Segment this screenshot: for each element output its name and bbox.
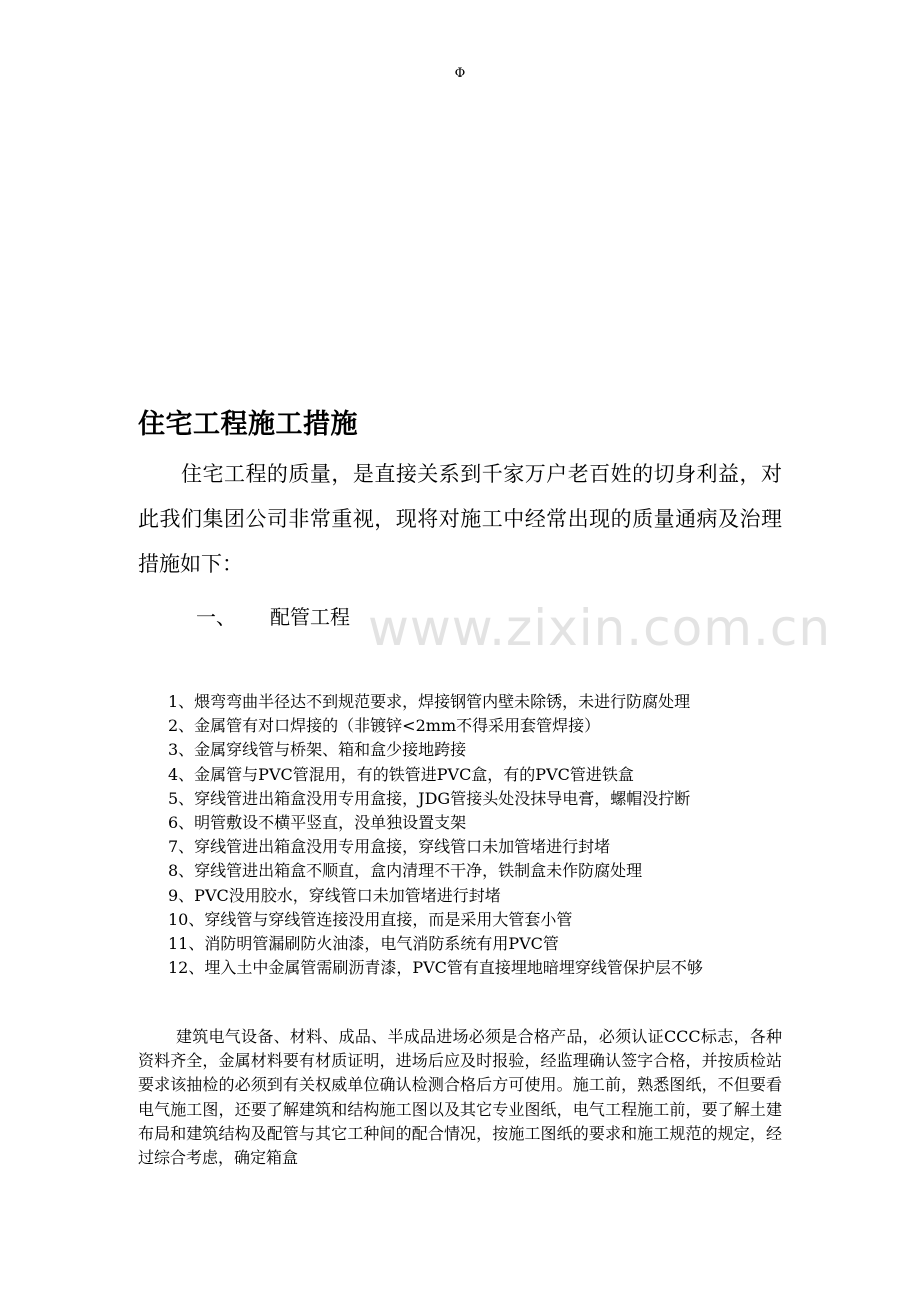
issue-item: 3、金属穿线管与桥架、箱和盒少接地跨接 xyxy=(168,740,467,760)
issue-item: 1、煨弯弯曲半径达不到规范要求，焊接钢管内壁未除锈，未进行防腐处理 xyxy=(168,692,691,711)
issue-item: 7、穿线管进出箱盒没用专用盒接，穿线管口未加管堵进行封堵 xyxy=(168,837,611,857)
section-number: 一、 xyxy=(196,605,236,629)
issue-item: 2、金属管有对口焊接的（非镀锌<2mm不得采用套管焊接） xyxy=(168,716,601,736)
issue-list xyxy=(168,690,703,980)
body-paragraph: 建筑电气设备、材料、成品、半成品进场必须是合格产品，必须认证CCC标志，各种资料齐全，金属材料要有材质证明，进场后应及时报验，经监理确认签字合格，并按质检站要求该抽检的必须到有关权威单位确认检测合格后方可使用。施工前，熟悉图纸，不但要看电气施工图，还要了解建筑和结构施工图以及其它专业图纸，电气工程施工前，要了解土建布局和建筑结构及配管与其它工种间的配合情况，按施工图纸的要求和施工规范的规定，经过综合考虑，确定箱盒 xyxy=(138,1027,782,1168)
issue-item: 10、穿线管与穿线管连接没用直接，而是采用大管套小管 xyxy=(168,909,573,929)
section-title: 配管工程 xyxy=(270,605,350,629)
page-top-mark: Φ xyxy=(454,66,466,81)
issue-item: 9、PVC没用胶水，穿线管口未加管堵进行封堵 xyxy=(168,885,501,905)
section-heading xyxy=(196,601,350,633)
issue-item: 5、穿线管进出箱盒没用专用盒接，JDG管接头处没抹导电膏，螺帽没拧断 xyxy=(168,788,691,808)
intro-paragraph: 住宅工程的质量，是直接关系到千家万户老百姓的切身利益，对此我们集团公司非常重视，现将对施工中经常出现的质量通病及治理措施如下： xyxy=(138,462,782,576)
issue-item: 6、明管敷设不横平竖直，没单独设置支架 xyxy=(168,813,467,833)
issue-item: 4、金属管与PVC管混用，有的铁管进PVC盒，有的PVC管进铁盒 xyxy=(168,764,634,784)
issue-item: 11、消防明管漏刷防火油漆，电气消防系统有用PVC管 xyxy=(168,934,559,954)
document-title: 住宅工程施工措施 xyxy=(138,409,358,440)
issue-item: 12、埋入土中金属管需刷沥青漆，PVC管有直接埋地暗埋穿线管保护层不够 xyxy=(168,958,703,978)
watermark: www.zixin.com.cn xyxy=(368,599,832,657)
issue-item: 8、穿线管进出箱盒不顺直，盒内清理不干净，铁制盒未作防腐处理 xyxy=(168,861,643,881)
